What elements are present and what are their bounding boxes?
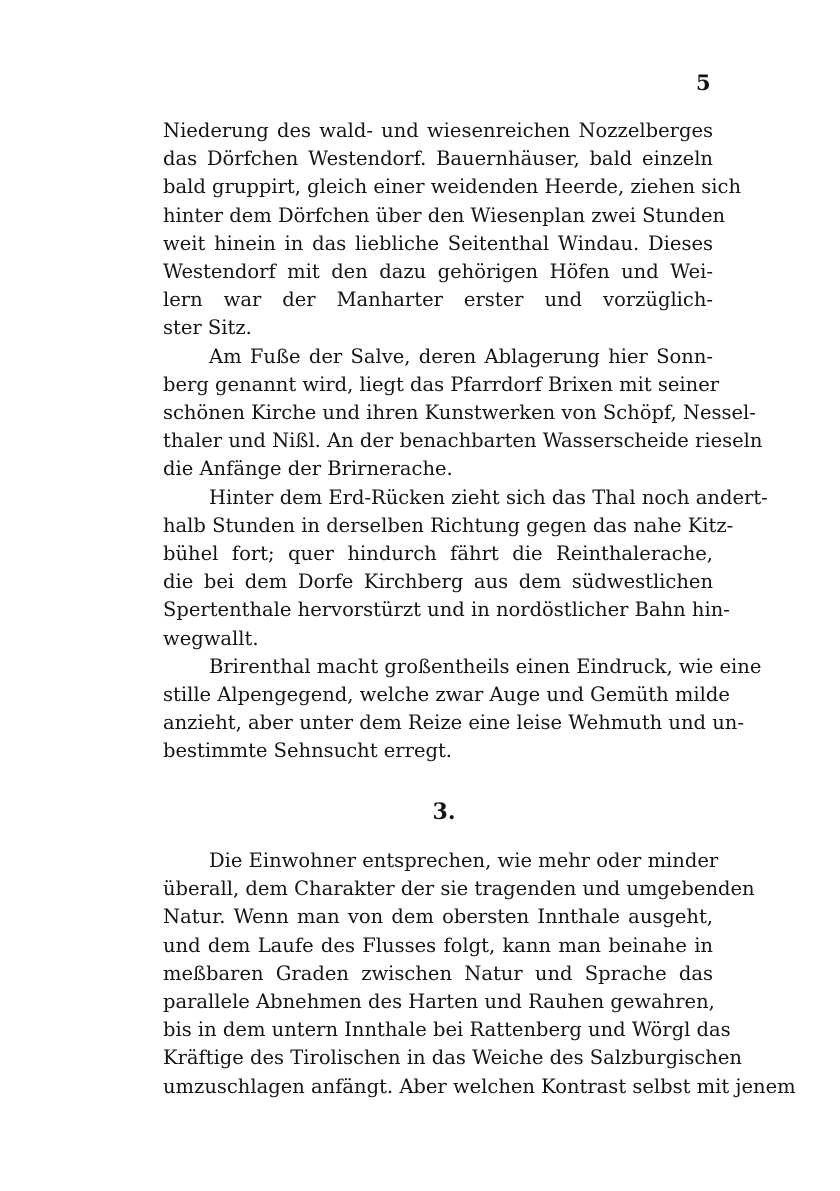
text-line: die Anfänge der Brirnerache. <box>163 457 453 481</box>
text-line: weit hinein in das liebliche Seitenthal Windau. Dieses <box>163 231 713 255</box>
text-line: anzieht, aber unter dem Reize eine leise Wehmuth und un- <box>163 711 744 735</box>
text-line: und dem Laufe des Flusses folgt, kann man beinahe in <box>163 933 713 957</box>
paragraph <box>163 847 796 1101</box>
text-line: parallele Abnehmen des Harten und Rauhen gewahren, <box>163 990 715 1014</box>
text-line: berg genannt wird, liegt das Pfarrdorf Brixen mit seiner <box>163 372 720 396</box>
text-line: die bei dem Dorfe Kirchberg aus dem südwestlichen <box>163 570 713 594</box>
text-line: Natur. Wenn man von dem obersten Innthale ausgeht, <box>163 905 713 929</box>
text-line: meßbaren Graden zwischen Natur und Sprache das <box>163 961 713 985</box>
text-line: stille Alpengegend, welche zwar Auge und Gemüth milde <box>163 683 730 707</box>
text-line: Westendorf mit den dazu gehörigen Höfen und Wei- <box>163 260 713 284</box>
paragraph <box>163 343 763 484</box>
text-line: halb Stunden in derselben Richtung gegen das nahe Kitz- <box>163 513 734 537</box>
paragraph <box>163 653 762 766</box>
text-line: bald gruppirt, gleich einer weidenden Heerde, ziehen sich <box>163 175 742 199</box>
text-block-top <box>163 117 768 766</box>
paragraph <box>163 117 742 343</box>
page-number: 5 <box>696 70 711 95</box>
text-line: Hinter dem Erd-Rücken zieht sich das Thal noch andert- <box>209 485 768 509</box>
text-block-bottom <box>163 847 796 1101</box>
text-line: Brirenthal macht großentheils einen Eindruck, wie eine <box>209 654 762 678</box>
paragraph <box>163 484 768 653</box>
section-number: 3. <box>432 799 456 825</box>
text-line: lern war der Manharter erster und vorzüglich- <box>163 288 713 312</box>
text-line: ster Sitz. <box>163 316 252 340</box>
text-line: bühel fort; quer hindurch fährt die Reinthalerache, <box>163 542 713 566</box>
text-line: Spertenthale hervorstürzt und in nordöstlicher Bahn hin- <box>163 598 730 622</box>
text-line: bis in dem untern Innthale bei Rattenberg und Wörgl das <box>163 1018 731 1042</box>
text-line: bestimmte Sehnsucht erregt. <box>163 739 452 763</box>
text-line: Niederung des wald- und wiesenreichen Nozzelberges <box>163 119 713 142</box>
text-line: das Dörfchen Westendorf. Bauernhäuser, bald einzeln <box>163 147 713 171</box>
text-line: umzuschlagen anfängt. Aber welchen Kontrast selbst mit jenem <box>163 1074 796 1098</box>
text-line: hinter dem Dörfchen über den Wiesenplan zwei Stunden <box>163 203 726 227</box>
text-line: schönen Kirche und ihren Kunstwerken von Schöpf, Nessel- <box>163 401 756 425</box>
text-line: wegwallt. <box>163 626 259 650</box>
text-line: Am Fuße der Salve, deren Ablagerung hier Sonn- <box>209 344 713 368</box>
text-line: thaler und Nißl. An der benachbarten Wasserscheide rieseln <box>163 429 763 453</box>
text-line: überall, dem Charakter der sie tragenden und umgebenden <box>163 877 755 901</box>
text-line: Die Einwohner entsprechen, wie mehr oder minder <box>209 849 719 872</box>
text-line: Kräftige des Tirolischen in das Weiche des Salzburgischen <box>163 1046 742 1070</box>
